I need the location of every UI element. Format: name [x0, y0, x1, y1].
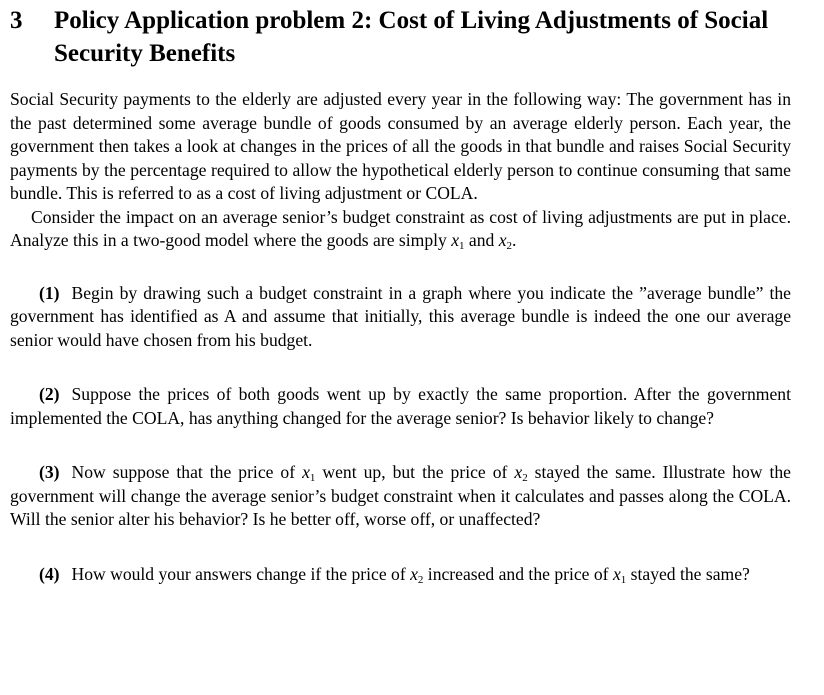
section-title: Policy Application problem 2: Cost of Living Adjustments of Social Security Benefits	[54, 7, 769, 67]
question-3-text-c: stayed the same. Illustrate how the government will change the average senior’s budget constraint when it calculates and passes along the COLA. Will the senior alter his behavior? Is he better off, worse off, or unaffected?	[10, 462, 791, 529]
intro-paragraph: Social Security payments to the elderly are adjusted every year in the following way: The government has in the past determined some average bundle of goods consumed by an average elderly person. Each year, the government then takes a look at changes in the prices of all the goods in that bundle and raises Social Security payments by the percentage required to allow the hypothetical elderly person to continue consuming that same bundle. This is referred to as a cost of living adjustment or COLA.	[10, 89, 791, 203]
context-text-end: .	[512, 230, 517, 250]
context-paragraph	[10, 206, 791, 253]
context-text-start: Consider the impact on an average senior’s budget constraint as cost of living adjustments are put in place. Analyze this in a two-good model where the goods are simply	[10, 206, 791, 250]
variable-x2: $x_2$	[514, 462, 528, 484]
question-4-text-c: stayed the same?	[626, 563, 750, 584]
variable-x1: $x_1$	[302, 462, 316, 484]
variable-x1: $x_1$	[612, 563, 627, 586]
question-4-text-a: How would your answers change if the price of	[71, 563, 411, 584]
question-3-text-a: Now suppose that the price of	[71, 462, 303, 482]
question-2	[10, 383, 791, 430]
question-2-number: (2)	[39, 384, 60, 404]
variable-x1: $x_1$	[451, 230, 465, 252]
question-1-number: (1)	[39, 282, 60, 303]
question-2-text: Suppose the prices of both goods went up by exactly the same proportion. After the government implemented the COLA, has anything changed for the average senior? Is behavior likely to change?	[10, 384, 791, 428]
document-page	[10, 0, 791, 586]
context-text-and: and	[464, 230, 499, 250]
variable-x2: $x_2$	[498, 230, 513, 252]
question-3-number: (3)	[39, 462, 60, 482]
question-4	[10, 563, 791, 587]
question-4-number: (4)	[39, 563, 60, 584]
question-3-text-b: went up, but the price of	[315, 462, 515, 482]
section-heading	[10, 0, 791, 70]
variable-x2: $x_2$	[410, 563, 424, 586]
question-1-text: Begin by drawing such a budget constraint in a graph where you indicate the ”average bundle” the government has identified as A and assume that initially, this average bundle is indeed the one our average senior would have chosen from his budget.	[10, 282, 791, 350]
question-4-text-b: increased and the price of	[423, 563, 613, 584]
section-number: 3	[10, 7, 23, 34]
question-3	[10, 461, 791, 532]
question-1	[10, 282, 791, 353]
